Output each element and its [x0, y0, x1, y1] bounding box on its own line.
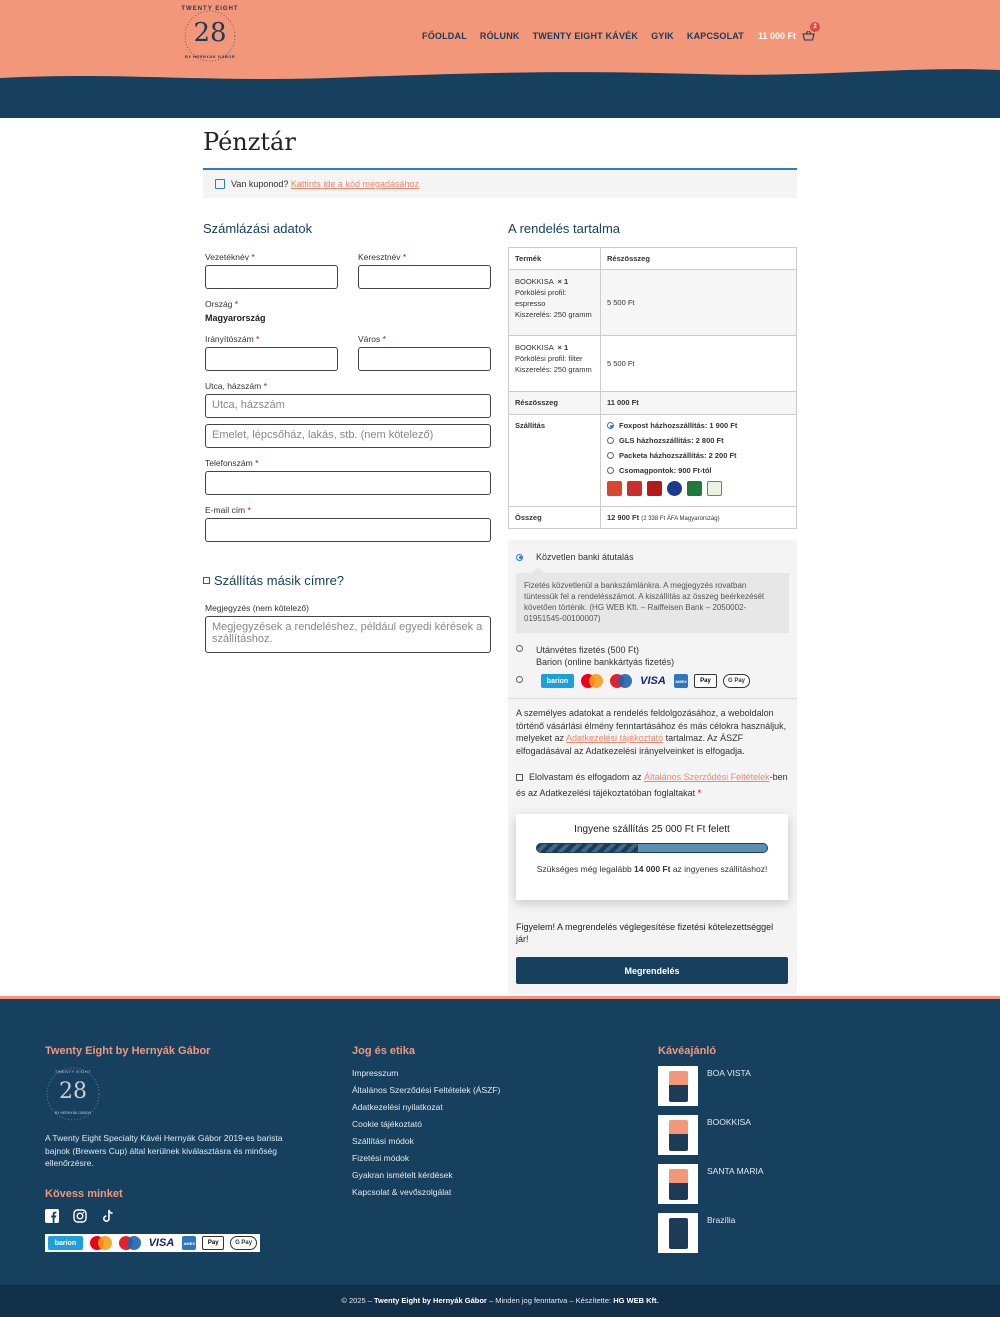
radio-cod[interactable] — [516, 645, 523, 652]
freeship-title: Ingyene szállítás 25 000 Ft Ft felett — [574, 824, 730, 835]
city-input[interactable] — [358, 347, 491, 371]
footer-brand-heading: Twenty Eight by Hernyák Gábor — [45, 1045, 211, 1057]
footer-logo-number: 28 — [59, 1079, 87, 1104]
total-label: Összeg — [509, 507, 601, 529]
apple-pay-logo: Pay — [202, 1236, 224, 1250]
coffee-bag-image — [669, 1218, 688, 1249]
privacy-link[interactable]: Adatkezelési tájékoztató — [566, 733, 664, 743]
street-label-text: Utca, házszám — [205, 381, 262, 391]
product-link[interactable]: Brazília — [707, 1215, 736, 1225]
sameday-icon[interactable] — [687, 481, 702, 496]
cart-total: 11 000 Ft — [758, 30, 797, 41]
terms-pre: Elolvastam és elfogadom az — [529, 772, 642, 782]
page-title: Pénztár — [203, 128, 296, 156]
product-thumb[interactable] — [658, 1066, 698, 1106]
mastercard-icon — [580, 674, 604, 688]
firstname-label — [358, 252, 406, 262]
required-mark: * — [255, 458, 259, 468]
product-thumb[interactable] — [658, 1213, 698, 1253]
maestro-icon — [119, 1236, 141, 1250]
item-price: 5 500 Ft — [601, 270, 797, 336]
site-header — [0, 0, 1000, 118]
payment-barion[interactable] — [516, 670, 523, 688]
required-mark: * — [247, 505, 251, 515]
lastname-input[interactable] — [205, 265, 338, 289]
shipping-option-label: Foxpost házhozszállítás: 1 900 Ft — [619, 421, 738, 430]
table-row — [509, 270, 797, 336]
payment-bank[interactable] — [516, 552, 634, 562]
footer-link[interactable]: Impresszum — [352, 1068, 399, 1078]
total-value: 12 900 Ft — [607, 513, 640, 522]
product-thumb[interactable] — [658, 1164, 698, 1204]
city-label — [358, 334, 386, 344]
nav-faq[interactable]: GYIK — [651, 31, 674, 41]
col-subtotal: Részösszeg — [601, 248, 797, 270]
table-row — [509, 336, 797, 392]
item-profile: Pörkölési profil: espresso — [515, 288, 567, 308]
email-label — [205, 505, 251, 515]
phone-label — [205, 458, 258, 468]
street-label — [205, 381, 267, 391]
footer-link[interactable]: Szállítási módok — [352, 1136, 414, 1146]
freeship-post: az ingyenes szállításhoz! — [672, 864, 768, 874]
order-heading: A rendelés tartalma — [508, 221, 621, 236]
radio-foxpost[interactable] — [607, 422, 614, 429]
mastercard-icon — [89, 1236, 113, 1250]
divider — [508, 698, 797, 699]
item-profile: Pörkölési profil: filter — [515, 354, 583, 363]
apple-pay-logo: Pay — [694, 674, 717, 688]
freeship-progress-fill — [537, 844, 638, 852]
site-logo[interactable] — [178, 4, 242, 68]
lastname-label — [205, 252, 255, 262]
lastname-label-text: Vezetéknév — [205, 252, 249, 262]
expressone-icon[interactable] — [647, 481, 662, 496]
packeta-icon[interactable] — [627, 481, 642, 496]
shipping-option-label: GLS házhozszállítás: 2 800 Ft — [619, 436, 724, 445]
item-name: BOOKKISA — [515, 277, 554, 286]
item-size: Kiszerelés: 250 gramm — [515, 365, 592, 374]
zip-input[interactable] — [205, 347, 338, 371]
radio-gls[interactable] — [607, 437, 614, 444]
required-mark: * — [263, 381, 267, 391]
required-mark: * — [402, 252, 407, 262]
bank-label: Közvetlen banki átutalás — [536, 552, 634, 562]
posta-icon[interactable] — [707, 481, 722, 496]
footer-link[interactable]: Cookie tájékoztató — [352, 1119, 422, 1129]
shipping-option-packeta[interactable] — [607, 451, 790, 460]
country-label-text: Ország — [205, 299, 233, 309]
order-table — [508, 247, 797, 529]
shipping-option-label: Csomagpontok: 900 Ft-tól — [619, 466, 712, 475]
notes-label: Megjegyzés (nem kötelező) — [205, 603, 309, 613]
freeship-pre: Szükséges még legalább — [536, 864, 632, 874]
tiktok-icon[interactable] — [101, 1209, 115, 1223]
shipping-option-foxpost[interactable] — [607, 421, 790, 430]
google-pay-logo: G Pay — [230, 1236, 257, 1250]
main-nav — [422, 31, 744, 41]
coupon-link[interactable]: Kattints ide a kód megadásához — [290, 179, 419, 189]
visa-logo: VISA — [640, 675, 666, 687]
required-mark: * — [697, 788, 702, 798]
terms-checkbox[interactable] — [516, 774, 523, 781]
zip-label-text: Irányítószám — [205, 334, 254, 344]
street-input[interactable]: Utca, házszám — [205, 394, 491, 418]
radio-bank[interactable] — [516, 554, 523, 561]
amex-logo: AMEX — [182, 1236, 196, 1250]
payment-cod[interactable] — [516, 645, 639, 655]
copyright-mid: – Minden jog fenntartva – Készítette: — [488, 1296, 612, 1305]
copyright-bar — [0, 1285, 1000, 1317]
maestro-icon — [610, 674, 632, 688]
card-logos — [541, 674, 750, 688]
terms-post: -ben és az Adatkezelési tájékoztatóban foglaltakat — [516, 772, 788, 798]
coffee-bag-image — [669, 1120, 688, 1151]
recommend-heading: Kávéajánló — [658, 1045, 717, 1057]
ship-other-checkbox[interactable] — [203, 577, 210, 584]
pickup-icons — [607, 481, 790, 496]
nav-home[interactable]: FŐOLDAL — [422, 31, 467, 41]
follow-heading: Kövess minket — [45, 1188, 123, 1200]
visa-logo: VISA — [148, 1237, 175, 1249]
required-mark: * — [382, 334, 386, 344]
footer-link[interactable]: Általános Szerződési Feltételek (ÁSZF) — [352, 1085, 501, 1095]
firstname-label-text: Keresztnév — [358, 252, 401, 262]
payment-box — [508, 540, 797, 994]
item-size: Kiszerelés: 250 gramm — [515, 310, 592, 319]
terms-link[interactable]: Általános Szerződési Feltételek — [644, 772, 770, 782]
legal-heading: Jog és etika — [352, 1045, 415, 1057]
subtotal-label: Részösszeg — [509, 392, 601, 415]
nav-coffees[interactable]: TWENTY EIGHT KÁVÉK — [532, 31, 639, 41]
privacy-pre: A személyes adatokat a rendelés feldolgozásához, a weboldalon történő vásárlási élmény fenntartásához és más célokra használjuk, melyeket az — [516, 708, 787, 743]
cart-link[interactable] — [758, 24, 817, 41]
firstname-input[interactable] — [358, 265, 491, 289]
item-qty: × 1 — [557, 343, 569, 352]
barion-label: Barion (online bankkártyás fizetés) — [536, 657, 675, 667]
street2-input[interactable]: Emelet, lépcsőház, lakás, stb. (nem kötelező) — [205, 424, 491, 448]
item-name: BOOKKISA — [515, 343, 554, 352]
copyright-maker[interactable]: HG WEB Kft. — [613, 1296, 659, 1305]
footer-link[interactable]: Fizetési módok — [352, 1153, 410, 1163]
freeship-progress-bar — [536, 843, 768, 853]
free-shipping-box — [516, 814, 788, 900]
footer-link[interactable]: Kapcsolat & vevőszolgálat — [352, 1187, 452, 1197]
social-links — [45, 1209, 115, 1223]
terms-agreement — [516, 769, 789, 801]
col-product: Termék — [509, 248, 601, 270]
privacy-post: tartalmaz. Az ÁSZF elfogadásával az Adatkezelési irányelveinket is elfogadja. — [516, 733, 745, 756]
billing-heading: Számlázási adatok — [203, 221, 313, 236]
barion-logo: barion — [541, 674, 574, 688]
radio-packeta[interactable] — [607, 452, 614, 459]
total-vat: (2 338 Ft ÁFA Magyarország) — [641, 516, 720, 522]
facebook-icon[interactable] — [45, 1209, 59, 1223]
logo-bottom-text: BY HERNYÁK GÁBOR — [184, 54, 236, 59]
item-price: 5 500 Ft — [601, 336, 797, 392]
gls-icon[interactable] — [667, 481, 682, 496]
notes-textarea[interactable]: Megjegyzések a rendeléshez, például egyedi kérések a szállításhoz. — [205, 616, 491, 653]
footer-about: A Twenty Eight Specialty Kávéi Hernyák Gábor 2019-es barista bajnok (Brewers Cup) által kerülnek kiválasztásra és minőség ellenőrzésre. — [45, 1133, 283, 1168]
nav-about[interactable]: RÓLUNK — [479, 31, 520, 41]
freeship-note — [516, 863, 788, 875]
radio-barion[interactable] — [516, 676, 523, 683]
email-label-text: E-mail cím — [205, 505, 246, 515]
item-qty: × 1 — [557, 277, 569, 286]
phone-input[interactable] — [205, 471, 491, 495]
nav-contact[interactable]: KAPCSOLAT — [686, 31, 745, 41]
subtotal-value: 11 000 Ft — [601, 392, 797, 415]
city-label-text: Város — [358, 334, 381, 344]
ship-other-label: Szállítás másik címre? — [214, 573, 345, 588]
google-pay-logo: G Pay — [723, 674, 750, 688]
footer-logo-top-text: TWENTY EIGHT — [54, 1069, 92, 1074]
zip-label — [205, 334, 259, 344]
shipping-option-gls[interactable] — [607, 436, 790, 445]
coupon-notice — [203, 168, 797, 198]
coffee-bag-image — [669, 1169, 688, 1200]
email-input[interactable] — [205, 518, 491, 542]
cart-count-badge: 2 — [810, 22, 820, 32]
product-link[interactable]: BOOKKISA — [707, 1117, 751, 1127]
barion-logo: barion — [48, 1236, 83, 1250]
copyright-pre: © 2025 – — [341, 1296, 372, 1305]
header-wave — [0, 0, 1000, 118]
bank-description: Fizetés közvetlenül a bankszámlánkra. A megjegyzés rovatban tüntessük fel a rendelésszámot. A kiszállítás az összeg beérkezését követően történik. (HG WEB Kft. – Raiffeisen Bank – 2050002-01951545-00100007) — [516, 573, 789, 633]
shipping-option-pickup[interactable] — [607, 466, 790, 475]
foxpost-icon[interactable] — [607, 481, 622, 496]
required-mark: * — [251, 252, 255, 262]
product-link[interactable]: BOA VISTA — [707, 1068, 751, 1078]
shipping-label: Szállítás — [509, 415, 601, 507]
country-value: Magyarország — [205, 313, 266, 323]
freeship-amount: 14 000 Ft — [634, 864, 671, 874]
required-mark: * — [256, 334, 260, 344]
footer-logo[interactable] — [45, 1066, 101, 1122]
phone-label-text: Telefonszám — [205, 458, 253, 468]
coffee-bag-image — [669, 1071, 688, 1102]
footer-link[interactable]: Gyakran ismételt kérdések — [352, 1170, 453, 1180]
footer-logo-bottom-text: BY HERNYÁK GÁBOR — [54, 1111, 92, 1115]
shipping-option-label: Packeta házhozszállítás: 2 200 Ft — [619, 451, 737, 460]
product-thumb[interactable] — [658, 1115, 698, 1155]
calendar-icon — [215, 179, 225, 189]
cod-label: Utánvétes fizetés (500 Ft) — [536, 645, 640, 655]
product-link[interactable]: SANTA MARIA — [707, 1166, 764, 1176]
privacy-text — [516, 707, 789, 757]
instagram-icon[interactable] — [73, 1209, 87, 1223]
footer-card-logos — [45, 1234, 260, 1252]
ship-other-toggle[interactable] — [203, 573, 344, 588]
place-order-button[interactable]: Megrendelés — [516, 957, 788, 984]
radio-pickup[interactable] — [607, 467, 614, 474]
footer-link[interactable]: Adatkezelési nyilatkozat — [352, 1102, 443, 1112]
country-label — [205, 299, 238, 309]
amex-logo: AMEX — [674, 674, 688, 688]
order-warning: Figyelem! A megrendelés véglegesítése fizetési kötelezettséggel jár! — [516, 922, 774, 944]
coupon-text: Van kuponod? — [231, 179, 289, 189]
shipping-options — [601, 415, 797, 507]
site-footer — [0, 996, 1000, 1285]
required-mark: * — [234, 299, 239, 309]
logo-top-text: TWENTY EIGHT — [181, 6, 239, 12]
logo-number: 28 — [193, 18, 227, 48]
copyright-brand[interactable]: Twenty Eight by Hernyák Gábor — [374, 1296, 487, 1305]
